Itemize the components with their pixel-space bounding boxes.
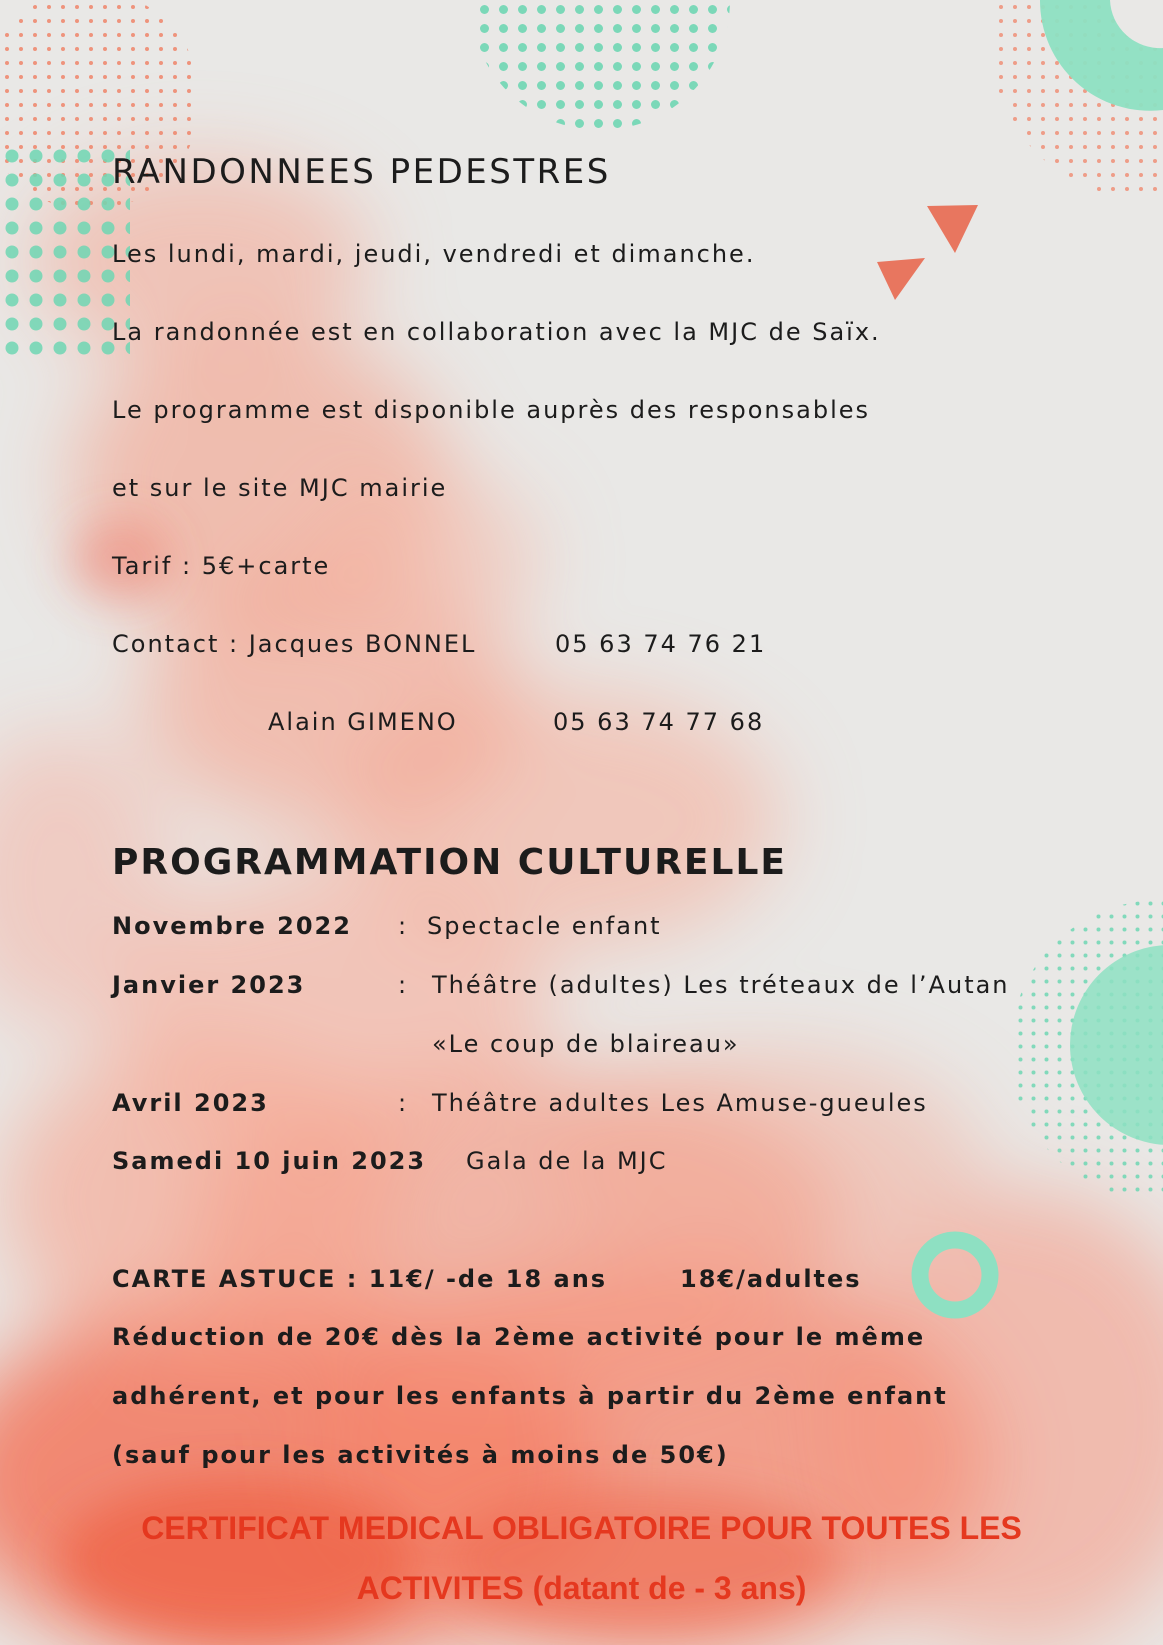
- event-date: Janvier 2023: [112, 971, 306, 999]
- event-title: Théâtre (adultes) Les tréteaux de l’Autan: [432, 971, 1010, 999]
- randonnees-programme: Le programme est disponible auprès des responsables: [112, 396, 871, 424]
- randonnees-title: RANDONNEES PEDESTRES: [112, 152, 611, 192]
- contact-label: Alain GIMENO: [268, 708, 458, 736]
- carte-astuce: CARTE ASTUCE : 11€/ -de 18 ans: [112, 1265, 608, 1293]
- randonnees-collab: La randonnée est en collaboration avec la MJC de Saïx.: [112, 318, 881, 346]
- reduction-line: Réduction de 20€ dès la 2ème activité pour le même: [112, 1323, 926, 1351]
- event-date: Novembre 2022: [112, 912, 352, 940]
- event-title: Gala de la MJC: [466, 1147, 668, 1175]
- randonnees-days: Les lundi, mardi, jeudi, vendredi et dimanche.: [112, 240, 756, 268]
- contact-phone: 05 63 74 76 21: [555, 630, 767, 658]
- randonnees-site: et sur le site MJC mairie: [112, 474, 448, 502]
- event-separator: :: [398, 1089, 409, 1117]
- event-title: Spectacle enfant: [427, 912, 662, 940]
- event-title: Théâtre adultes Les Amuse-gueules: [432, 1089, 928, 1117]
- reduction-line: adhérent, et pour les enfants à partir du 2ème enfant: [112, 1382, 948, 1410]
- carte-adult-price: 18€/adultes: [680, 1265, 862, 1293]
- randonnees-tarif: Tarif : 5€+carte: [112, 552, 331, 580]
- event-date: Samedi 10 juin 2023: [112, 1147, 427, 1175]
- event-separator: :: [398, 971, 409, 999]
- contact-label: Contact : Jacques BONNEL: [112, 630, 477, 658]
- event-date: Avril 2023: [112, 1089, 269, 1117]
- event-separator: :: [398, 912, 409, 940]
- event-subtitle: «Le coup de blaireau»: [432, 1030, 740, 1058]
- contact-phone: 05 63 74 77 68: [553, 708, 765, 736]
- certificat-line-2: ACTIVITES (datant de - 3 ans): [356, 1570, 807, 1606]
- certificat-line-1: CERTIFICAT MEDICAL OBLIGATOIRE POUR TOUTES LES: [141, 1510, 1022, 1546]
- reduction-line: (sauf pour les activités à moins de 50€): [112, 1441, 729, 1469]
- programmation-title: PROGRAMMATION CULTURELLE: [112, 842, 787, 883]
